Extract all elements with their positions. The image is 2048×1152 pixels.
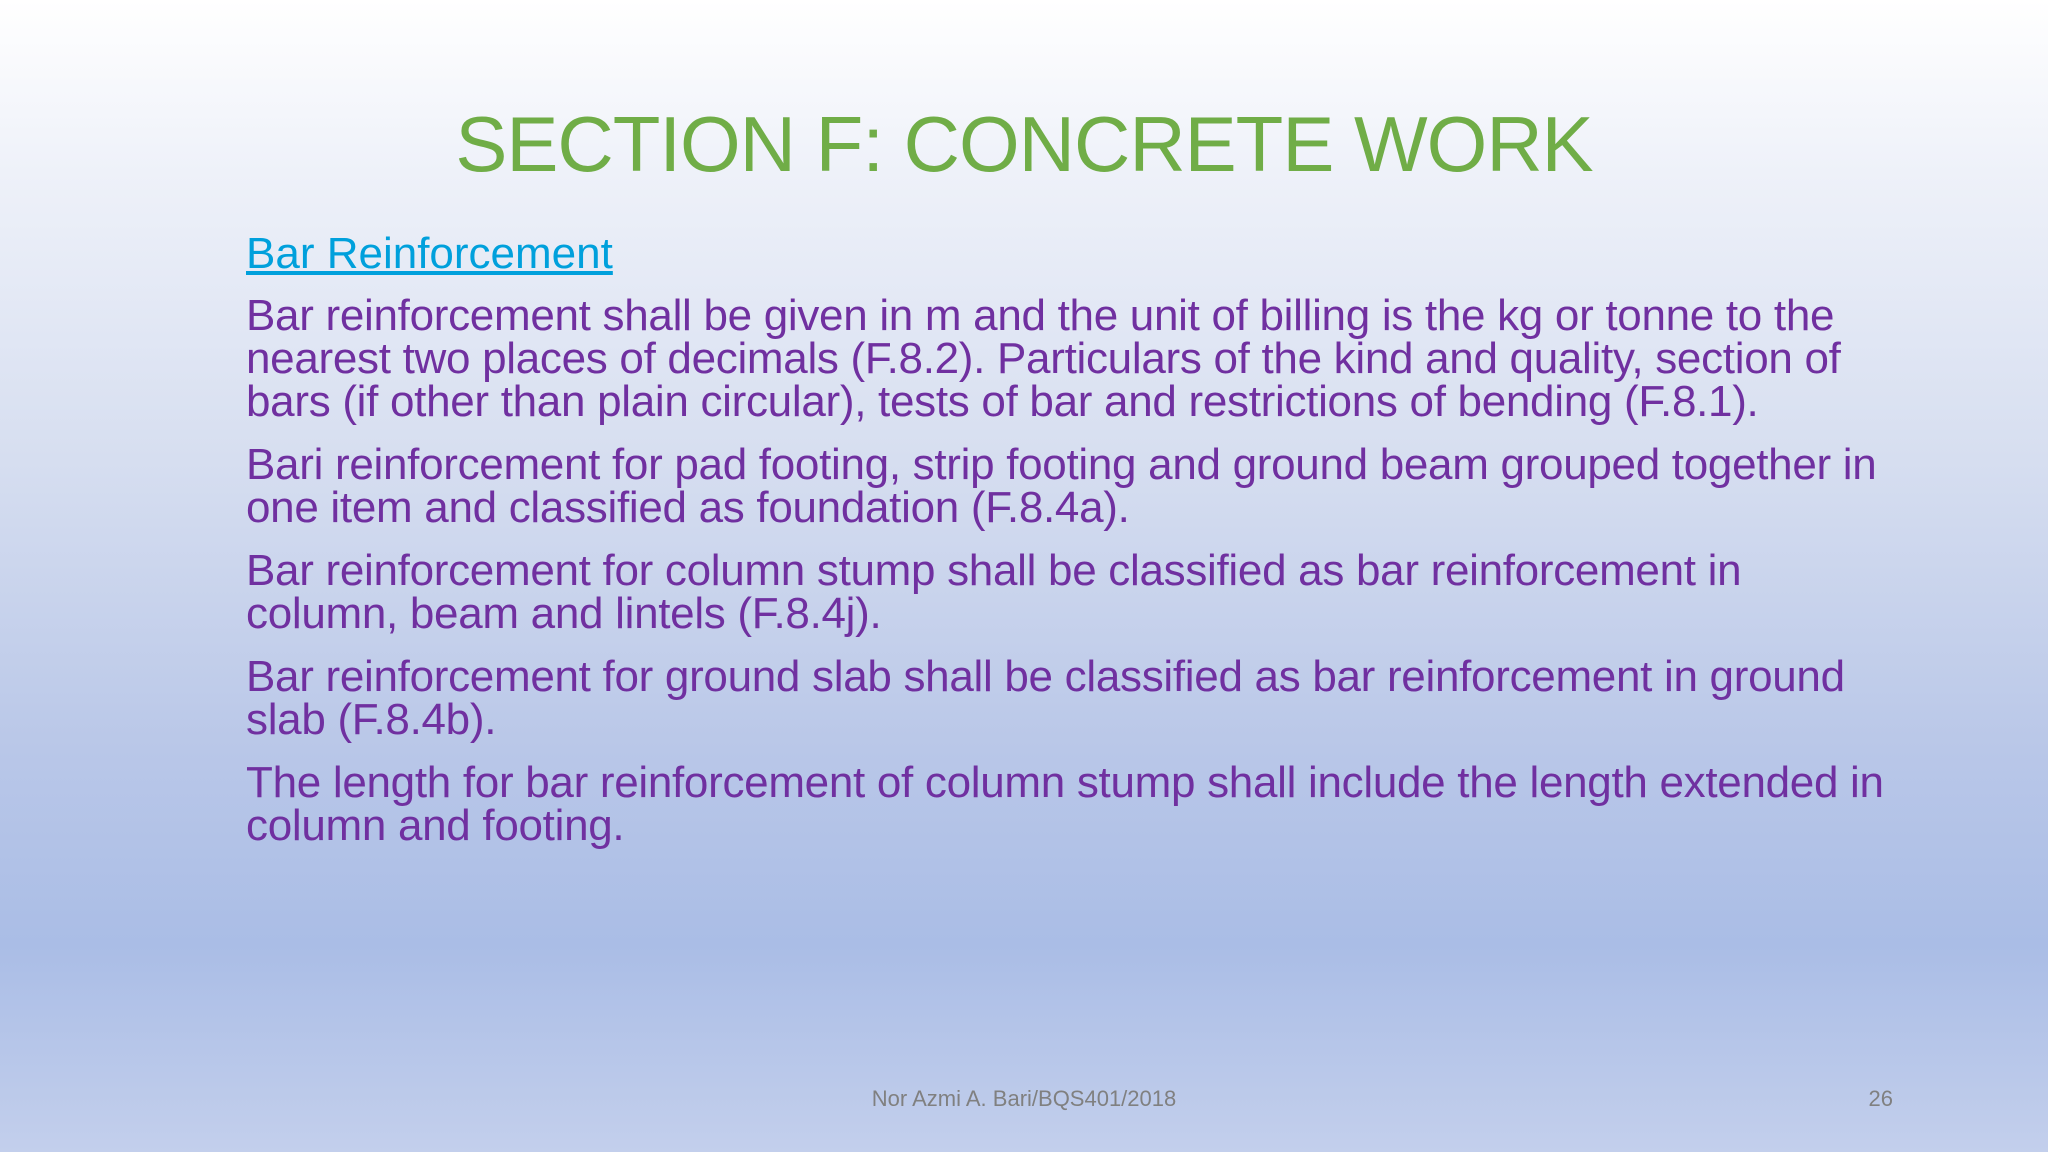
paragraph-4: Bar reinforcement for ground slab shall be classified as bar reinforcement in ground slab (F.8.4b).	[246, 652, 1845, 744]
paragraph-2: Bari reinforcement for pad footing, strip footing and ground beam grouped together in one item and classified as foundation (F.8.4a).	[246, 440, 1877, 532]
page-number: 26	[1868, 1086, 1893, 1111]
slide-footer: Nor Azmi A. Bari/BQS401/2018	[871, 1086, 1177, 1111]
slide-content	[246, 228, 1896, 867]
paragraph-3: Bar reinforcement for column stump shall be classified as bar reinforcement in column, beam and lintels (F.8.4j).	[246, 546, 1742, 638]
subheading-link[interactable]: Bar Reinforcement	[246, 229, 613, 278]
paragraph-5: The length for bar reinforcement of column stump shall include the length extended in column and footing.	[246, 758, 1884, 850]
paragraph-1: Bar reinforcement shall be given in m and the unit of billing is the kg or tonne to the nearest two places of decimals (F.8.2). Particulars of the kind and quality, section of bars (if other than plain circular), tests of bar and restrictions of bending (F.8.1).	[246, 291, 1841, 426]
slide-title: SECTION F: CONCRETE WORK	[455, 100, 1593, 188]
